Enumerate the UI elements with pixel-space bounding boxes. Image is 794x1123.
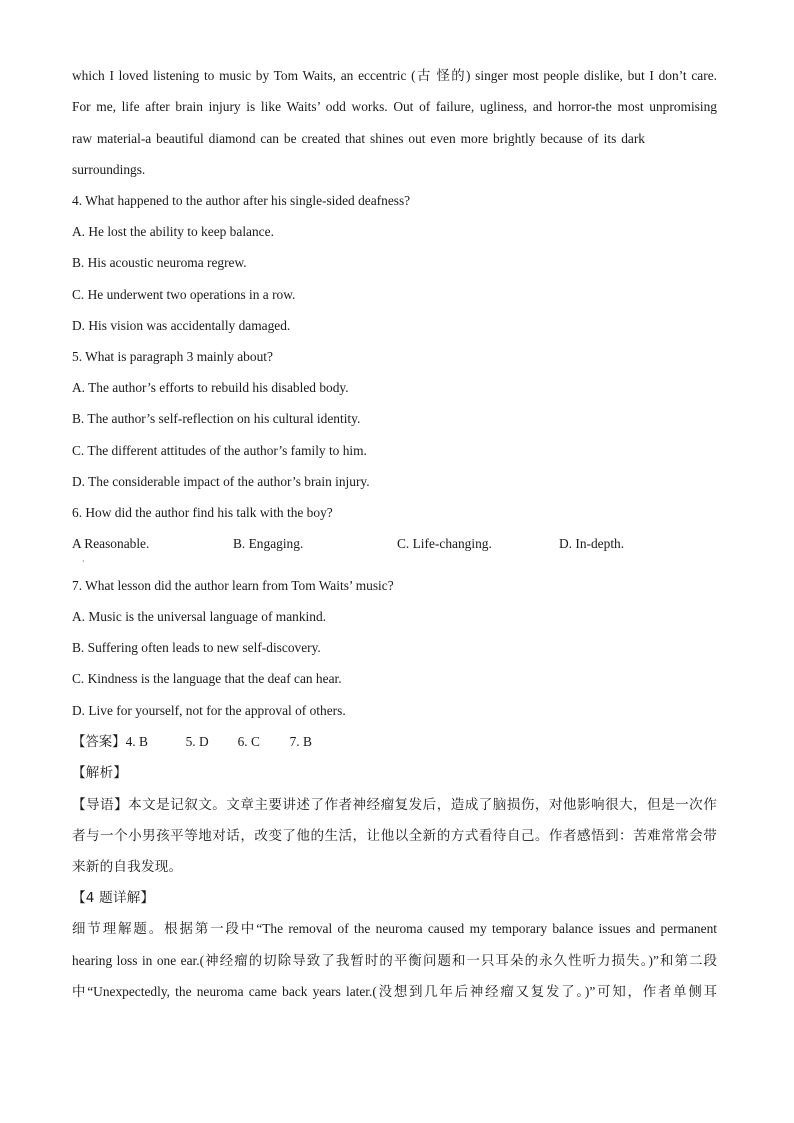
question-7-stem: 7. What lesson did the author learn from Tom Waits’ music?: [72, 578, 394, 593]
small-dot-mark: ·: [82, 557, 85, 566]
question-6-option-a: A Reasonable.: [72, 536, 150, 551]
question-5-option-a: A. The author’s efforts to rebuild his disabled body.: [72, 380, 349, 395]
q4-detail-label: 【4 题详解】: [72, 890, 155, 906]
passage-line-1: which I loved listening to music by Tom Waits, an eccentric (古 怪的) singer most people dislike, but I don’t care.: [72, 68, 717, 83]
question-4-option-a: A. He lost the ability to keep balance.: [72, 224, 274, 239]
answer-item-6: 6. C: [237, 734, 260, 749]
question-4-stem: 4. What happened to the author after his single-sided deafness?: [72, 193, 411, 208]
analysis-label: 【解析】: [72, 765, 128, 781]
answer-item-4: 4. B: [125, 734, 148, 749]
question-6-option-d: D. In-depth.: [559, 536, 625, 551]
question-4-option-d: D. His vision was accidentally damaged.: [72, 318, 291, 333]
answer-line: [72, 733, 312, 752]
question-7-option-d: D. Live for yourself, not for the approval of others.: [72, 703, 346, 718]
guide-label: 【导语】: [72, 797, 129, 813]
question-5-option-b: B. The author’s self-reflection on his cultural identity.: [72, 411, 361, 426]
question-5-option-c: C. The different attitudes of the author’s family to him.: [72, 443, 367, 458]
question-5-stem: 5. What is paragraph 3 mainly about?: [72, 349, 273, 364]
passage-line-3: raw material-a beautiful diamond can be created that shines out even more brightly because of its dark: [72, 131, 645, 146]
guide-line-2: 者与一个小男孩平等地对话，改变了他的生活，让他以全新的方式看待自己。作者感悟到：苦难常常会带: [72, 828, 717, 844]
question-7-option-c: C. Kindness is the language that the deaf can hear.: [72, 671, 342, 686]
question-7-option-b: B. Suffering often leads to new self-discovery.: [72, 640, 321, 655]
question-7-option-a: A. Music is the universal language of mankind.: [72, 609, 326, 624]
answer-item-5: 5. D: [185, 734, 209, 749]
answer-label: 【答案】: [72, 735, 126, 750]
question-4-option-b: B. His acoustic neuroma regrew.: [72, 255, 247, 270]
question-4-option-c: C. He underwent two operations in a row.: [72, 287, 296, 302]
q4-detail-line-2: hearing loss in one ear.(神经瘤的切除导致了我暂时的平衡问题和一只耳朵的永久性听力损失。)”和第二段: [72, 953, 717, 968]
passage-line-4: surroundings.: [72, 162, 146, 177]
q4-detail-line-3: 中“Unexpectedly, the neuroma came back years later.(没想到几年后神经瘤又复发了。)”可知，作者单侧耳: [72, 984, 717, 999]
question-5-option-d: D. The considerable impact of the author’s brain injury.: [72, 474, 370, 489]
answer-item-7: 7. B: [289, 734, 312, 749]
question-6-option-c: C. Life-changing.: [397, 536, 492, 551]
guide-line-3: 来新的自我发现。: [72, 859, 183, 875]
question-6-option-b: B. Engaging.: [233, 536, 304, 551]
guide-line-1: [72, 796, 717, 814]
question-6-stem: 6. How did the author find his talk with the boy?: [72, 505, 333, 520]
guide-text-1: 本文是记叙文。文章主要讲述了作者神经瘤复发后，造成了脑损伤，对他影响很大，但是一次作: [128, 797, 717, 813]
passage-line-2: For me, life after brain injury is like Waits’ odd works. Out of failure, ugliness, and horror-the most unpromising: [72, 99, 717, 114]
q4-detail-line-1: 细节理解题。根据第一段中“The removal of the neuroma caused my temporary balance issues and permanent: [72, 921, 717, 936]
